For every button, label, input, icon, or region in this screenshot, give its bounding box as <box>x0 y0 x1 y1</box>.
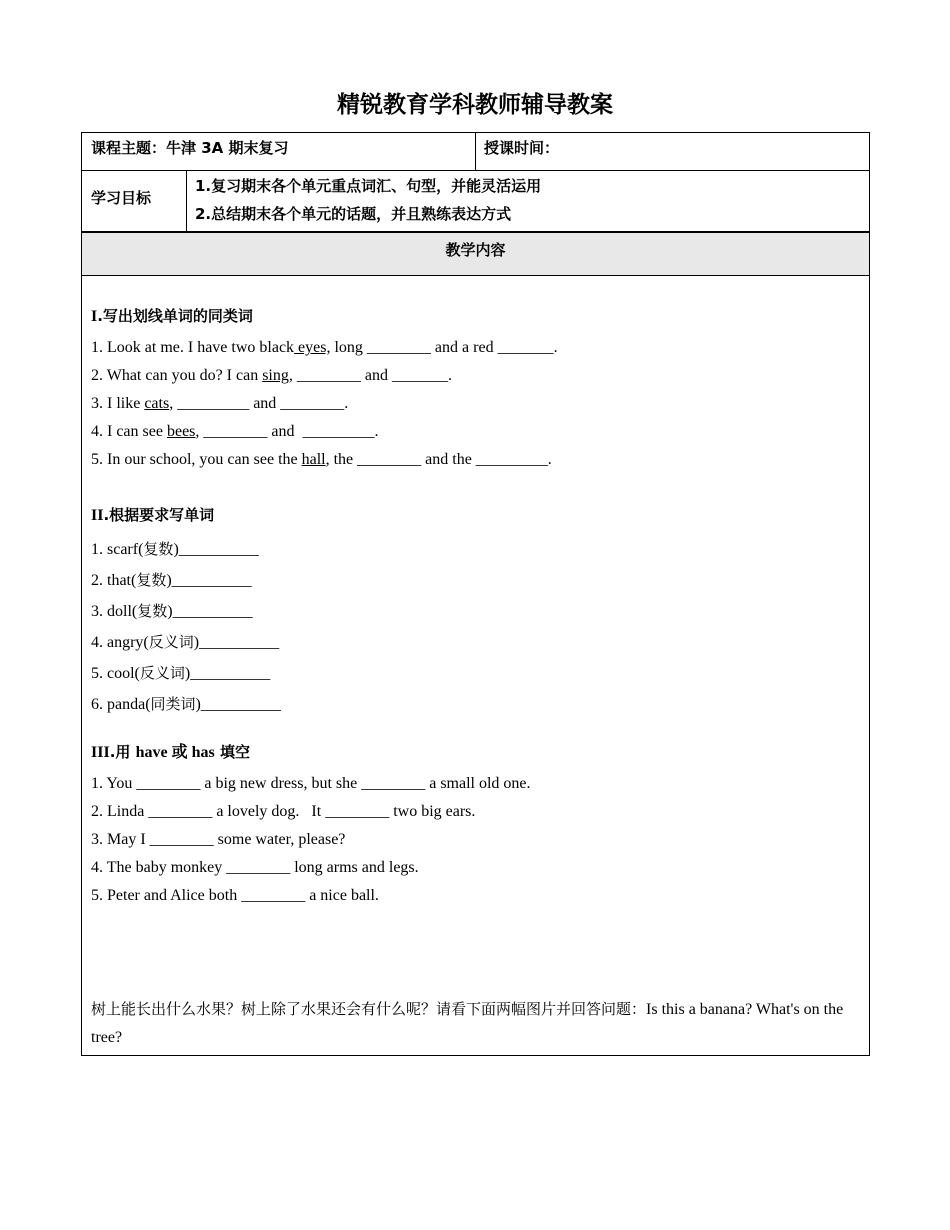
exercise-line: 2. that(复数)__________ <box>91 571 252 589</box>
course-topic-label: 课程主题：牛津 3A 期末复习 <box>91 139 289 157</box>
exercise-line: 5. Peter and Alice both ________ a nice ball. <box>91 887 379 904</box>
section-3 <box>91 741 861 910</box>
goal-item: 1.复习期末各个单元重点词汇、句型，并能灵活运用 <box>195 177 542 195</box>
section-heading: II.根据要求写单词 <box>91 506 215 524</box>
divider <box>82 232 869 233</box>
teaching-content-heading: 教学内容 <box>82 233 869 275</box>
picture-question: 树上能长出什么水果？树上除了水果还会有什么呢？请看下面两幅图片并回答问题：Is this a banana? What's on the tree? <box>91 1000 844 1046</box>
class-time-label: 授课时间： <box>484 139 560 157</box>
exercise-line: 5. cool(反义词)__________ <box>91 664 271 682</box>
section-2 <box>91 504 861 720</box>
exercise-line: 5. In our school, you can see the hall, the ________ and the _________. <box>91 451 552 468</box>
section-heading: III.用 have 或 has 填空 <box>91 743 250 761</box>
exercise-line: 6. panda(同类词)__________ <box>91 695 281 713</box>
learning-goal-label: 学习目标 <box>91 189 152 207</box>
divider <box>475 133 476 171</box>
exercise-line: 2. Linda ________ a lovely dog. It ________ two big ears. <box>91 803 476 820</box>
exercise-line: 3. I like cats, _________ and ________. <box>91 395 349 412</box>
exercise-line: 2. What can you do? I can sing, ________ and _______. <box>91 367 452 384</box>
exercise-line: 3. doll(复数)__________ <box>91 602 253 620</box>
exercise-line: 4. angry(反义词)__________ <box>91 633 280 651</box>
divider <box>82 275 869 276</box>
exercise-line: 4. I can see bees, ________ and _________. <box>91 423 379 440</box>
divider <box>186 171 187 232</box>
exercise-line: 3. May I ________ some water, please? <box>91 831 346 848</box>
exercise-line: 1. Look at me. I have two black eyes, long ________ and a red _______. <box>91 339 558 356</box>
exercise-line: 4. The baby monkey ________ long arms and legs. <box>91 859 419 876</box>
section-1 <box>91 305 861 474</box>
section-heading: I.写出划线单词的同类词 <box>91 307 253 325</box>
lesson-plan-table <box>81 132 870 1056</box>
exercise-line: 1. scarf(复数)__________ <box>91 540 259 558</box>
goal-item: 2.总结期末各个单元的话题，并且熟练表达方式 <box>195 205 512 223</box>
page-title: 精锐教育学科教师辅导教案 <box>337 92 613 118</box>
learning-goals <box>195 172 541 228</box>
exercise-line: 1. You ________ a big new dress, but she ________ a small old one. <box>91 775 531 792</box>
divider <box>82 170 869 171</box>
